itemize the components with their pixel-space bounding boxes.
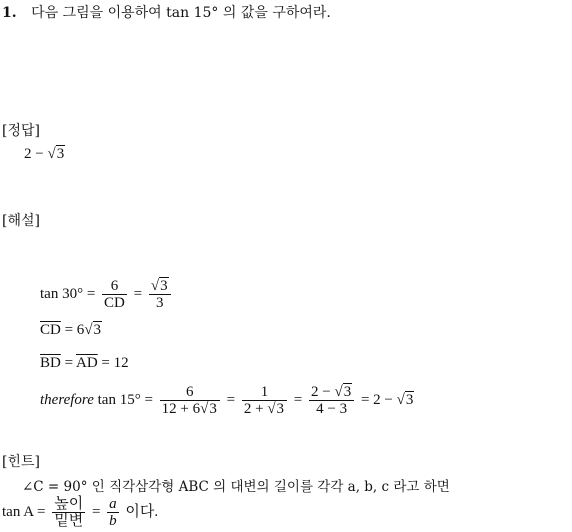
frac1-den: CD — [104, 295, 125, 311]
hint-fraction-2 — [107, 496, 119, 529]
frac1-num: 6 — [110, 278, 119, 294]
hint-header: [힌트] — [2, 454, 40, 470]
tan15-lhs: tan 15° = — [93, 391, 157, 408]
tan15-fraction-2 — [242, 384, 287, 417]
eq-sign: = — [60, 355, 76, 371]
answer-header: [정답] — [2, 123, 40, 139]
f1-num: 6 — [186, 384, 194, 400]
explanation-line-2 — [40, 322, 102, 339]
frac2-radicand: 3 — [160, 278, 168, 294]
f2-den-prefix: 2 + — [243, 401, 268, 417]
answer-radicand: 3 — [56, 146, 65, 162]
explanation-line-3 — [40, 355, 129, 372]
f3-num-prefix: 2 − — [311, 384, 335, 400]
answer-prefix: 2 − — [24, 146, 48, 162]
f2-den-radicand: 3 — [276, 401, 285, 417]
hint-frac2-num: a — [109, 496, 117, 512]
explanation-line-1 — [40, 278, 174, 311]
tan15-fraction-1 — [160, 384, 220, 417]
cd-radicand: 3 — [93, 322, 102, 338]
answer-value — [24, 146, 65, 163]
therefore-word: therefore — [40, 391, 94, 408]
tan15-fraction-3 — [309, 384, 354, 417]
f1-den-prefix: 12 + 6 — [161, 401, 201, 417]
f1-den: 12 + 6√3 — [160, 400, 220, 417]
explanation-header: [해설] — [2, 213, 40, 229]
frac2-num: √3 — [150, 278, 168, 294]
tan15-result-sqrt: √3 — [396, 391, 414, 408]
hint-frac-den: 밑변 — [54, 513, 84, 529]
hint-frac2-den: b — [109, 513, 117, 529]
f2-num: 1 — [260, 384, 269, 400]
f3-num: 2 − √3 — [311, 384, 352, 400]
f1-den-radicand: 3 — [209, 401, 217, 417]
answer-sqrt: √3 — [47, 146, 65, 162]
eq-sign: = — [290, 391, 307, 408]
problem-text: 다음 그림을 이용하여 tan 15° 의 값을 구하여라. — [31, 5, 331, 21]
f3-den: 4 − 3 — [309, 400, 354, 417]
frac2-den: 3 — [149, 294, 171, 311]
f3-num-radicand: 3 — [343, 384, 352, 400]
eq-sign: = — [222, 391, 239, 408]
hint-frac-num: 높이 — [54, 496, 84, 512]
tan30-fraction-2 — [149, 278, 171, 311]
tan30-lhs: tan 30° = — [40, 285, 100, 302]
bd-rhs: = 12 — [97, 355, 129, 371]
hint-tail: 이다. — [121, 503, 159, 520]
f2-den: 2 + √3 — [242, 400, 287, 417]
explanation-line-4 — [40, 384, 414, 417]
bd-segment: $\overline{BD}$ — [40, 355, 61, 371]
hint-tan-lhs: tan A = — [2, 503, 50, 520]
problem-number: 1. — [2, 5, 17, 21]
cd-sqrt: √3 — [84, 322, 102, 338]
tan15-result-radicand: 3 — [405, 391, 414, 408]
problem-line — [2, 2, 331, 22]
eq-sign: = — [88, 503, 105, 520]
cd-segment: $\overline{CD}$ — [40, 322, 61, 338]
tan30-fraction-1 — [102, 278, 127, 311]
hint-fraction-1 — [52, 496, 85, 529]
cd-rhs: = 6 — [60, 322, 85, 338]
eq-sign: = — [129, 285, 146, 302]
tan15-result: = 2 − — [357, 391, 397, 408]
hint-line-2 — [2, 496, 158, 529]
ad-segment: $\overline{AD}$ — [75, 355, 98, 371]
hint-line-1: ∠C = 90° 인 직각삼각형 ABC 의 대변의 길이를 각각 a, b, c 라고 하면 — [22, 479, 450, 495]
